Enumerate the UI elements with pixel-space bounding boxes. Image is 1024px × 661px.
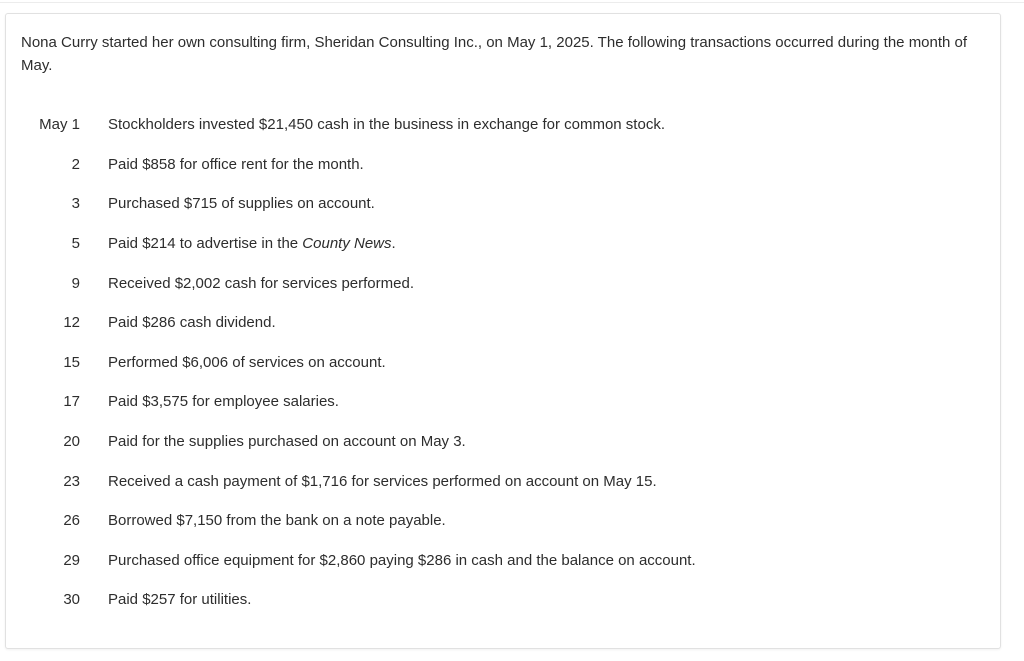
transaction-row bbox=[20, 303, 696, 343]
transaction-description: Paid $3,575 for employee salaries. bbox=[108, 393, 339, 411]
publication-name: County News bbox=[302, 235, 392, 253]
transaction-description: Performed $6,006 of services on account. bbox=[108, 353, 386, 371]
transaction-row bbox=[20, 145, 696, 185]
transaction-description: Received $2,002 cash for services performed. bbox=[108, 274, 414, 292]
problem-card bbox=[5, 13, 1001, 649]
transaction-row bbox=[20, 422, 696, 462]
transaction-date: 17 bbox=[63, 393, 80, 411]
transaction-row bbox=[20, 105, 696, 145]
transaction-row bbox=[20, 541, 696, 581]
transactions-table bbox=[20, 105, 696, 620]
transaction-description: Stockholders invested $21,450 cash in the business in exchange for common stock. bbox=[108, 116, 665, 134]
transaction-description: Purchased office equipment for $2,860 paying $286 in cash and the balance on account. bbox=[108, 551, 696, 569]
transaction-date: 9 bbox=[71, 274, 80, 292]
transaction-description: Paid for the supplies purchased on account on May 3. bbox=[108, 433, 466, 451]
transaction-date: 23 bbox=[63, 472, 80, 490]
transaction-row bbox=[20, 184, 696, 224]
transaction-row bbox=[20, 461, 696, 501]
problem-intro: Nona Curry started her own consulting firm, Sheridan Consulting Inc., on May 1, 2025. The following transactions occurred during the month of May. bbox=[21, 34, 968, 74]
transaction-date: 15 bbox=[63, 353, 80, 371]
transaction-date: 2 bbox=[71, 155, 80, 173]
transaction-row bbox=[20, 343, 696, 383]
transaction-description: Borrowed $7,150 from the bank on a note payable. bbox=[108, 512, 446, 530]
transaction-row bbox=[20, 382, 696, 422]
transaction-row bbox=[20, 580, 696, 620]
transaction-date: 20 bbox=[63, 433, 80, 451]
transaction-date: 26 bbox=[63, 512, 80, 530]
transaction-description: Purchased $715 of supplies on account. bbox=[108, 195, 375, 213]
transaction-date: 12 bbox=[63, 314, 80, 332]
transaction-description: Paid $286 cash dividend. bbox=[108, 314, 276, 332]
transaction-date: May 1 bbox=[39, 116, 80, 134]
transaction-text: Paid $214 to advertise in the bbox=[108, 235, 303, 253]
transaction-row bbox=[20, 263, 696, 303]
transaction-date: 3 bbox=[71, 195, 80, 213]
transaction-date: 5 bbox=[71, 235, 80, 253]
transaction-description bbox=[108, 224, 696, 264]
transaction-row bbox=[20, 501, 696, 541]
transaction-date: 30 bbox=[63, 591, 80, 609]
top-divider bbox=[0, 2, 1024, 3]
transaction-text-end: . bbox=[391, 235, 396, 253]
transaction-row bbox=[20, 224, 696, 264]
transaction-description: Received a cash payment of $1,716 for services performed on account on May 15. bbox=[108, 472, 657, 490]
transaction-date: 29 bbox=[63, 551, 80, 569]
transaction-description: Paid $257 for utilities. bbox=[108, 591, 252, 609]
transaction-description: Paid $858 for office rent for the month. bbox=[108, 155, 364, 173]
